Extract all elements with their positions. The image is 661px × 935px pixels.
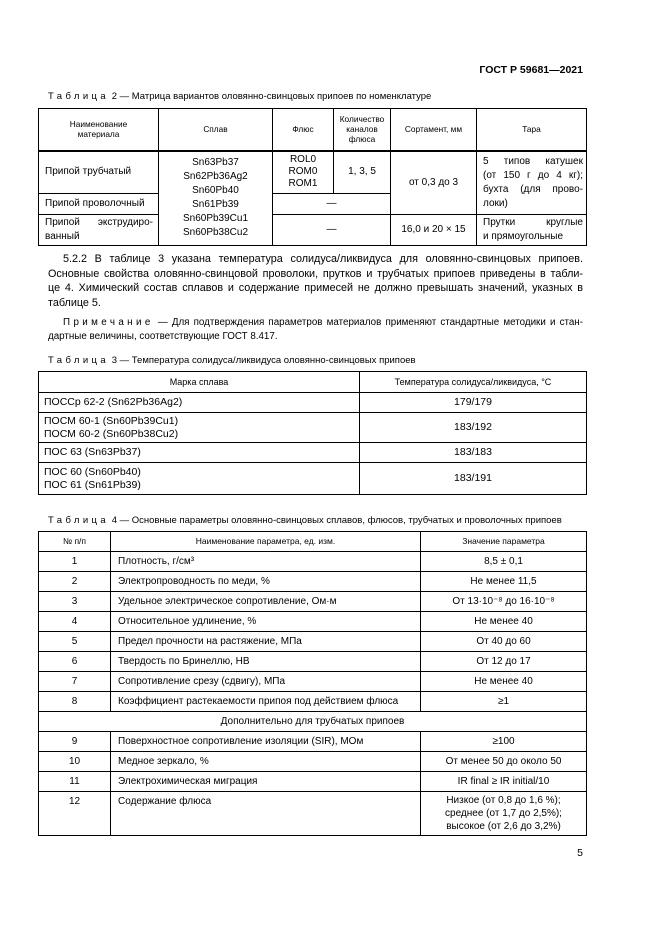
parameter-name: Медное зеркало, % xyxy=(111,752,421,772)
row-number: 4 xyxy=(39,612,111,632)
header-line: Сортамент, мм xyxy=(404,124,463,135)
parameter-value: Не менее 40 xyxy=(421,612,587,632)
table-row xyxy=(39,692,587,712)
parameter-value xyxy=(421,792,587,836)
table-2-header-row xyxy=(39,109,587,151)
alloy-name: Sn60Pb38Cu2 xyxy=(182,227,249,239)
paragraph-line: 5.2.2 В таблице 3 указана температура солидуса/ликвидуса для оловянно-свинцовых припоев. xyxy=(63,253,583,265)
document-code: ГОСТ Р 59681—2021 xyxy=(479,64,583,76)
parameter-name: Предел прочности на растяжение, МПа xyxy=(111,632,421,652)
page-number: 5 xyxy=(577,847,583,859)
row-number: 9 xyxy=(39,732,111,752)
paragraph-line: це 4. Химический состав сплавов и содержание примесей не должно превышать значений, указных в xyxy=(48,282,583,295)
table-row xyxy=(39,463,587,495)
col-header-material xyxy=(39,109,159,151)
table-row xyxy=(39,592,587,612)
header-line: флюса xyxy=(348,134,376,145)
value-line: среднее (от 1,7 до 2,5%); xyxy=(445,808,562,819)
table-2-caption-label: Таблица xyxy=(48,91,110,102)
grade-cell xyxy=(39,463,360,495)
parameter-name: Твердость по Бринеллю, НВ xyxy=(111,652,421,672)
flux-type: ROL0 xyxy=(289,154,317,166)
row-number: 5 xyxy=(39,632,111,652)
flux-extruded: — xyxy=(273,215,391,246)
grade-name: ПОС 60 (Sn60Pb40) xyxy=(44,465,141,478)
temperature-cell: 183/183 xyxy=(360,443,587,463)
table-row xyxy=(39,552,587,572)
table-4-caption xyxy=(48,515,562,527)
packaging-line: бухта (для прово- xyxy=(483,183,583,195)
header-line: Количество xyxy=(339,114,385,125)
row-number: 2 xyxy=(39,572,111,592)
parameter-value: ≥100 xyxy=(421,732,587,752)
parameter-name: Поверхностное сопротивление изоляции (SIR), МОм xyxy=(111,732,421,752)
table-row xyxy=(39,572,587,592)
table-row xyxy=(39,215,587,246)
alloy-name: Sn60Pb39Cu1 xyxy=(182,213,249,225)
table-row xyxy=(39,393,587,413)
row-number: 7 xyxy=(39,672,111,692)
table-3-header-row xyxy=(39,372,587,393)
parameter-value: От 12 до 17 xyxy=(421,652,587,672)
packaging-tubular-wire xyxy=(477,151,587,215)
packaging-extruded xyxy=(477,215,587,246)
paragraph-5-2-2 xyxy=(48,252,583,311)
col-header-size xyxy=(391,109,477,151)
size-extruded: 16,0 и 20 × 15 xyxy=(391,215,477,246)
parameter-name: Электрохимическая миграция xyxy=(111,772,421,792)
grade-name: ПОСМ 60-2 (Sn60Pb38Cu2) xyxy=(44,427,179,440)
section-title: Дополнительно для трубчатых припоев xyxy=(39,712,587,732)
paragraph-line: Основные свойства оловянно-свинцовой проволоки, прутков и трубчатых припоев приведены в табли- xyxy=(48,267,583,280)
table-row xyxy=(39,672,587,692)
note xyxy=(48,316,583,344)
parameter-name: Сопротивление срезу (сдвигу), МПа xyxy=(111,672,421,692)
table-4 xyxy=(38,531,587,836)
material-tubular xyxy=(39,151,159,194)
temperature-cell: 179/179 xyxy=(360,393,587,413)
table-section-row xyxy=(39,712,587,732)
grade-name: ПОС 61 (Sn61Pb39) xyxy=(44,478,141,491)
col-header-alloy xyxy=(159,109,273,151)
parameter-name: Плотность, г/см³ xyxy=(111,552,421,572)
table-row xyxy=(39,792,587,836)
packaging-line: Прутки круглые xyxy=(483,217,583,228)
note-text: — Для подтверждения параметров материалов применяют стандартные методики и стан- xyxy=(157,317,583,328)
flux-type: ROM1 xyxy=(288,178,318,190)
note-line xyxy=(48,316,583,330)
parameter-value: IR final ≥ IR initial/10 xyxy=(421,772,587,792)
row-number: 10 xyxy=(39,752,111,772)
col-header-parameter: Наименование параметра, ед. изм. xyxy=(111,532,421,552)
table-row xyxy=(39,151,587,194)
parameter-name: Коэффициент растекаемости припоя под действием флюса xyxy=(111,692,421,712)
table-4-caption-label: Таблица xyxy=(48,515,110,526)
temperature-cell: 183/191 xyxy=(360,463,587,495)
material-name: Припой трубчатый xyxy=(45,166,132,178)
table-row xyxy=(39,732,587,752)
parameter-value: От 40 до 60 xyxy=(421,632,587,652)
grade-cell xyxy=(39,413,360,443)
packaging-line: (от 150 г до 4 кг); xyxy=(483,169,583,181)
material-wire xyxy=(39,194,159,215)
parameter-name: Относительное удлинение, % xyxy=(111,612,421,632)
size-tubular-wire: от 0,3 до 3 xyxy=(391,151,477,215)
value-line: Низкое (от 0,8 до 1,6 %); xyxy=(446,795,561,806)
table-row xyxy=(39,652,587,672)
material-extruded xyxy=(39,215,159,246)
table-row xyxy=(39,443,587,463)
packaging-line: 5 типов катушек xyxy=(483,155,583,167)
grade-cell xyxy=(39,393,360,413)
parameter-value: 8,5 ± 0,1 xyxy=(421,552,587,572)
header-line: Сплав xyxy=(203,124,228,135)
table-row xyxy=(39,752,587,772)
alloy-name: Sn63Pb37 xyxy=(192,157,239,169)
row-number: 6 xyxy=(39,652,111,672)
table-3 xyxy=(38,371,587,495)
table-row xyxy=(39,632,587,652)
parameter-name: Содержание флюса xyxy=(111,792,421,836)
header-line: материала xyxy=(77,129,120,140)
col-header-number: № п/п xyxy=(39,532,111,552)
row-number: 3 xyxy=(39,592,111,612)
flux-wire: — xyxy=(273,194,391,215)
col-header-packaging xyxy=(477,109,587,151)
channels-tubular: 1, 3, 5 xyxy=(334,151,391,194)
table-4-caption-title: 4 — Основные параметры оловянно-свинцовых сплавов, флюсов, трубчатых и проволочных припоев xyxy=(111,515,562,526)
flux-tubular xyxy=(273,151,334,194)
col-header-channels xyxy=(334,109,391,151)
table-2 xyxy=(38,108,587,246)
parameter-name: Удельное электрическое сопротивление, Ом·м xyxy=(111,592,421,612)
parameter-value: От 13·10⁻⁸ до 16·10⁻⁸ xyxy=(421,592,587,612)
table-row xyxy=(39,772,587,792)
header-line: Тара xyxy=(522,124,541,135)
col-header-value: Значение параметра xyxy=(421,532,587,552)
header-line: Флюс xyxy=(292,124,314,135)
table-4-header-row xyxy=(39,532,587,552)
table-row xyxy=(39,612,587,632)
parameter-value: От менее 50 до около 50 xyxy=(421,752,587,772)
parameter-value: ≥1 xyxy=(421,692,587,712)
grade-cell xyxy=(39,443,360,463)
temperature-cell: 183/192 xyxy=(360,413,587,443)
alloy-name: Sn62Pb36Ag2 xyxy=(183,171,248,183)
material-name: ванный xyxy=(45,231,80,242)
material-name: Припой экструдиро- xyxy=(45,217,153,228)
parameter-value: Не менее 11,5 xyxy=(421,572,587,592)
table-2-caption xyxy=(48,91,431,103)
col-header-flux xyxy=(273,109,334,151)
table-3-caption-title: 3 — Температура солидуса/ликвидуса оловянно-свинцовых припоев xyxy=(111,355,416,366)
parameter-value: Не менее 40 xyxy=(421,672,587,692)
table-3-caption-label: Таблица xyxy=(48,355,110,366)
row-number: 11 xyxy=(39,772,111,792)
alloy-name: Sn61Pb39 xyxy=(192,199,239,211)
note-label: Примечание xyxy=(63,317,154,328)
row-number: 12 xyxy=(39,792,111,836)
value-line: высокое (от 2,6 до 3,2%) xyxy=(446,821,561,832)
flux-type: ROM0 xyxy=(288,166,318,178)
material-name: Припой проволочный xyxy=(45,198,145,209)
header-line: каналов xyxy=(346,124,378,135)
col-header-grade: Марка сплава xyxy=(39,372,360,393)
grade-name: ПОС 63 (Sn63Pb37) xyxy=(44,446,141,458)
packaging-line: локи) xyxy=(483,197,508,209)
note-line: дартные величины, соответствующие ГОСТ 8.417. xyxy=(48,331,278,342)
packaging-line: и прямоугольные xyxy=(483,231,564,242)
table-3-caption xyxy=(48,355,416,367)
header-line: Наименование xyxy=(69,119,128,130)
alloys-cell xyxy=(159,151,273,246)
row-number: 8 xyxy=(39,692,111,712)
grade-name: ПОСМ 60-1 (Sn60Pb39Cu1) xyxy=(44,414,179,427)
grade-name: ПОССр 62-2 (Sn62Pb36Ag2) xyxy=(44,396,183,408)
table-row xyxy=(39,413,587,443)
alloy-name: Sn60Pb40 xyxy=(192,185,239,197)
col-header-temperature: Температура солидуса/ликвидуса, °С xyxy=(360,372,587,393)
paragraph-line: таблице 5. xyxy=(48,297,101,310)
table-2-caption-title: 2 — Матрица вариантов оловянно-свинцовых припоев по номенклатуре xyxy=(111,91,432,102)
row-number: 1 xyxy=(39,552,111,572)
parameter-name: Электропроводность по меди, % xyxy=(111,572,421,592)
